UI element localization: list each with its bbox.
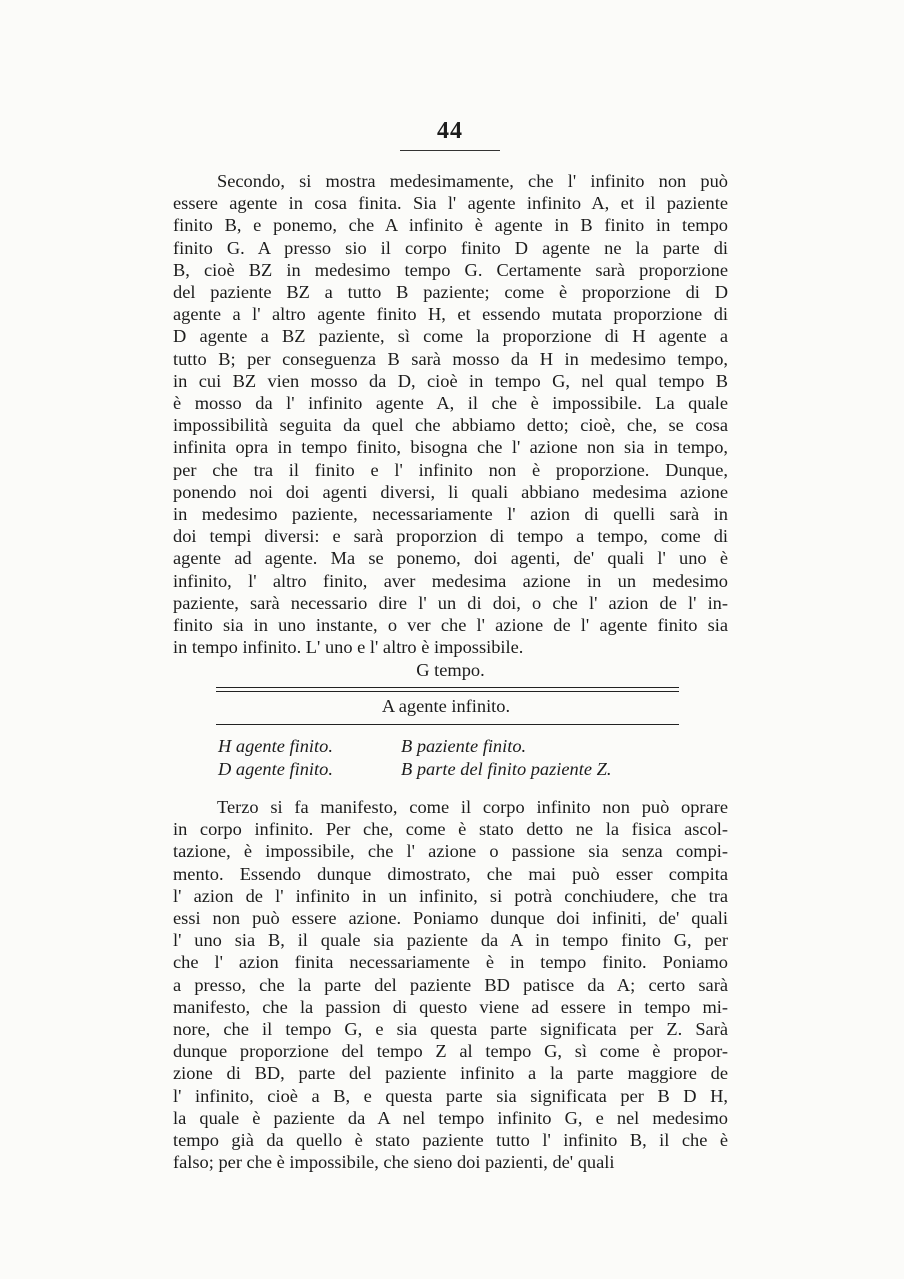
text-line: zione di BD, parte del paziente infinito a la parte maggiore de (173, 1063, 728, 1084)
text-line: finito B, e ponemo, che A infinito è agente in B finito in tempo (173, 215, 728, 236)
text-line: essi non può essere azione. Poniamo dunque doi infiniti, de' quali (173, 908, 728, 929)
paragraph-2 (173, 796, 728, 1173)
text-line: per che tra il finito e l' infinito non è proporzione. Dunque, (173, 459, 728, 480)
text-line: l' infinito, cioè a B, e questa parte sia significata per B D H, (173, 1085, 728, 1106)
text-line: agente a l' altro agente finito H, et essendo mutata proporzione di (173, 304, 728, 325)
text-line: finito sia in uno instante, o ver che l' azione de l' agente finito sia (173, 615, 728, 636)
text-line: doi tempi diversi: e sarà proporzion di tempo a tempo, come di (173, 526, 728, 547)
page-number-rule (400, 150, 500, 151)
text-line: impossibilità seguita da quel che abbiamo detto; cioè, che, se cosa (173, 415, 728, 436)
legend-item: D agente finito. (218, 759, 333, 779)
text-line: essere agente in cosa finita. Sia l' agente infinito A, et il paziente (173, 193, 728, 214)
text-line: l' uno sia B, il quale sia paziente da A in tempo finito G, per (173, 930, 728, 951)
text-line: nore, che il tempo G, e sia questa parte significata per Z. Sarà (173, 1019, 728, 1040)
legend-row (218, 759, 612, 780)
text-line: agente ad agente. Ma se ponemo, doi agenti, de' quali l' uno è (173, 548, 728, 569)
figure-rule-top-1 (216, 687, 679, 688)
text-line: è mosso da l' infinito agente A, il che è impossibile. La quale (173, 393, 728, 414)
page-number: 44 (437, 118, 463, 144)
text-line: infinita opra in tempo finito, bisogna che l' azione non sia in tempo, (173, 437, 728, 458)
text-line: in corpo infinito. Per che, come è stato detto ne la fisica ascol- (173, 819, 728, 840)
text-line: D agente a BZ paziente, sì come la proporzione di H agente a (173, 326, 728, 347)
text-line: B, cioè BZ in medesimo tempo G. Certamente sarà proporzione (173, 259, 728, 280)
figure-agent-caption: A agente infinito. (381, 696, 511, 716)
text-line: in cui BZ vien mosso da D, cioè in tempo G, nel qual tempo B (173, 370, 728, 391)
text-line: in tempo infinito. L' uno e l' altro è impossibile. (173, 637, 524, 658)
legend-item: H agente finito. (218, 736, 333, 756)
text-line: in medesimo paziente, necessariamente l' azion di quelli sarà in (173, 504, 728, 525)
legend-item: B paziente finito. (401, 736, 527, 756)
text-line: Terzo si fa manifesto, come il corpo infinito non può oprare (217, 797, 728, 817)
text-line: Secondo, si mostra medesimamente, che l' infinito non può (217, 171, 728, 191)
text-line: l' azion de l' infinito in un infinito, si potrà conchiudere, che tra (173, 885, 728, 906)
text-line: a presso, che la parte del paziente BD patisce da A; certo sarà (173, 974, 728, 995)
text-line: manifesto, che la passion di questo viene ad essere in tempo mi- (173, 996, 728, 1017)
text-line: falso; per che è impossibile, che sieno doi pazienti, de' quali (173, 1152, 615, 1173)
figure-rule-bottom (216, 724, 679, 725)
text-line: tazione, è impossibile, che l' azione o passione sia senza compi- (173, 841, 728, 862)
text-line: mento. Essendo dunque dimostrato, che mai può esser compita (173, 863, 728, 884)
text-line: finito G. A presso sio il corpo finito D agente ne la parte di (173, 237, 728, 258)
text-line: del paziente BZ a tutto B paziente; come è proporzione di D (173, 282, 728, 303)
figure-rule-top-2 (216, 691, 679, 692)
text-line: paziente, sarà necessario dire l' un di doi, o che l' azion de l' in- (173, 592, 728, 613)
legend-item: B parte del finito paziente Z. (401, 759, 612, 779)
text-line: tempo già da quello è stato paziente tutto l' infinito B, il che è (173, 1130, 728, 1151)
text-line: ponendo noi doi agenti diversi, li quali abbiano medesima azione (173, 481, 728, 502)
text-line: tutto B; per conseguenza B sarà mosso da H in medesimo tempo, (173, 348, 728, 369)
figure-time-caption: G tempo. (416, 660, 485, 680)
text-line: infinito, l' altro finito, aver medesima azione in un medesimo (173, 570, 728, 591)
text-line: la quale è paziente da A nel tempo infinito G, e nel medesimo (173, 1107, 728, 1128)
text-line: dunque proporzione del tempo Z al tempo G, sì come è propor- (173, 1041, 728, 1062)
legend-row (218, 736, 527, 757)
paragraph-1 (173, 170, 728, 658)
text-line: che l' azion finita necessariamente è in tempo finito. Poniamo (173, 952, 728, 973)
